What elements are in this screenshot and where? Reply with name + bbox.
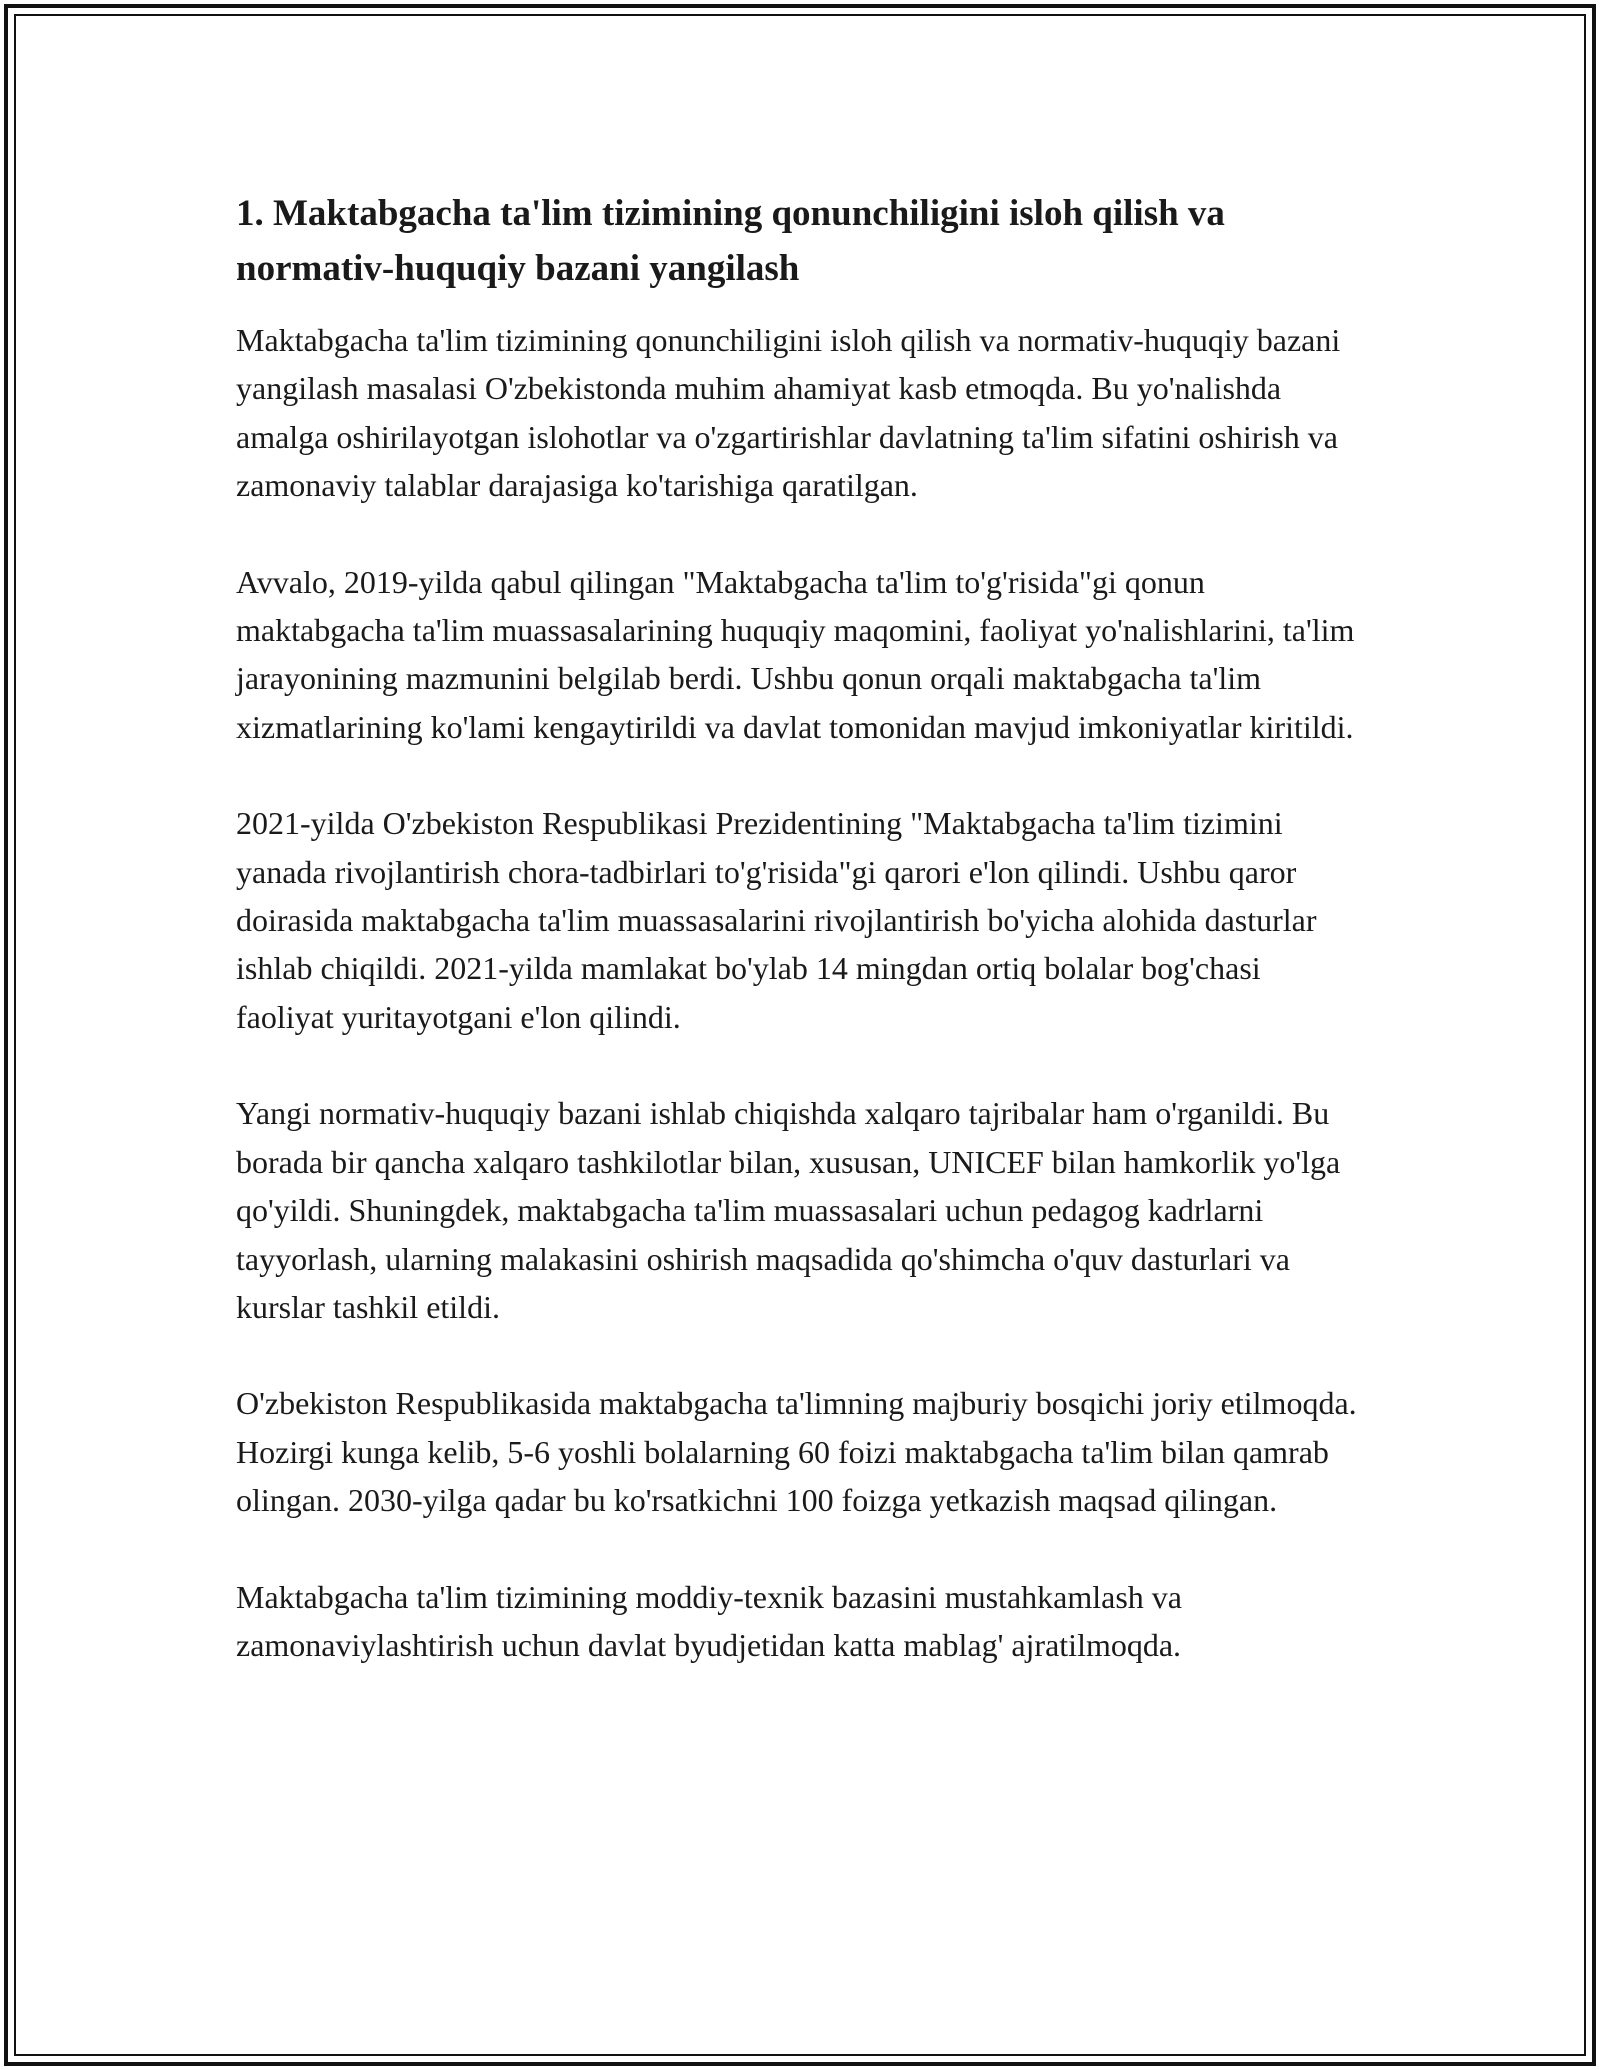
paragraph-mandatory-stage: O'zbekiston Respublikasida maktabgacha ta'limning majburiy bosqichi joriy etilmoqda. Hozirgi kunga kelib, 5-6 yoshli bolalarning 60 foizi maktabgacha ta'lim bilan qamrab olingan. 2030-yilga qadar bu ko'rsatkichni 100 foizga yetkazish maqsad qilingan.	[236, 1385, 1357, 1519]
section-title: 1. Maktabgacha ta'lim tizimining qonunchiligini isloh qilish va normativ-huquqiy bazani yangilash	[236, 193, 1225, 289]
paragraph-intro: Maktabgacha ta'lim tizimining qonunchiligini isloh qilish va normativ-huquqiy bazani yangilash masalasi O'zbekistonda muhim ahamiyat kasb etmoqda. Bu yo'nalishda amalga oshirilayotgan islohotlar va o'zgartirishlar davlatning ta'lim sifatini oshirish va zamonaviy talablar darajasiga ko'tarishiga qaratilgan.	[236, 322, 1341, 504]
paragraph-international-experience: Yangi normativ-huquqiy bazani ishlab chiqishda xalqaro tajribalar ham o'rganildi. Bu borada bir qancha xalqaro tashkilotlar bilan, xususan, UNICEF bilan hamkorlik yo'lga qo'yildi. Shuningdek, maktabgacha ta'lim muassasalari uchun pedagog kadrlarni tayyorlash, ularning malakasini oshirish maqsadida qo'shimcha o'quv dasturlari va kurslar tashkil etildi.	[236, 1095, 1341, 1325]
paragraph-funding: Maktabgacha ta'lim tizimining moddiy-texnik bazasini mustahkamlash va zamonaviylashtirish uchun davlat byudjetidan katta mablag' ajratilmoqda.	[236, 1578, 1182, 1663]
paragraph-2019-law: Avvalo, 2019-yilda qabul qilingan "Maktabgacha ta'lim to'g'risida"gi qonun maktabgacha ta'lim muassasalarining huquqiy maqomini, faoliyat yo'nalishlarini, ta'lim jarayonining mazmunini belgilab berdi. Ushbu qonun orqali maktabgacha ta'lim xizmatlarining ko'lami kengaytirildi va davlat tomonidan mavjud imkoniyatlar kiritildi.	[236, 563, 1355, 745]
paragraph-2021-decree: 2021-yilda O'zbekiston Respublikasi Prezidentining "Maktabgacha ta'lim tizimini yanada rivojlantirish chora-tadbirlari to'g'risida"gi qarori e'lon qilindi. Ushbu qaror doirasida maktabgacha ta'lim muassasalarini rivojlantirish bo'yicha alohida dasturlar ishlab chiqildi. 2021-yilda mamlakat bo'ylab 14 mingdan ortiq bolalar bog'chasi faoliyat yuritayotgani e'lon qilindi.	[236, 805, 1317, 1035]
document-body	[236, 186, 1366, 1717]
